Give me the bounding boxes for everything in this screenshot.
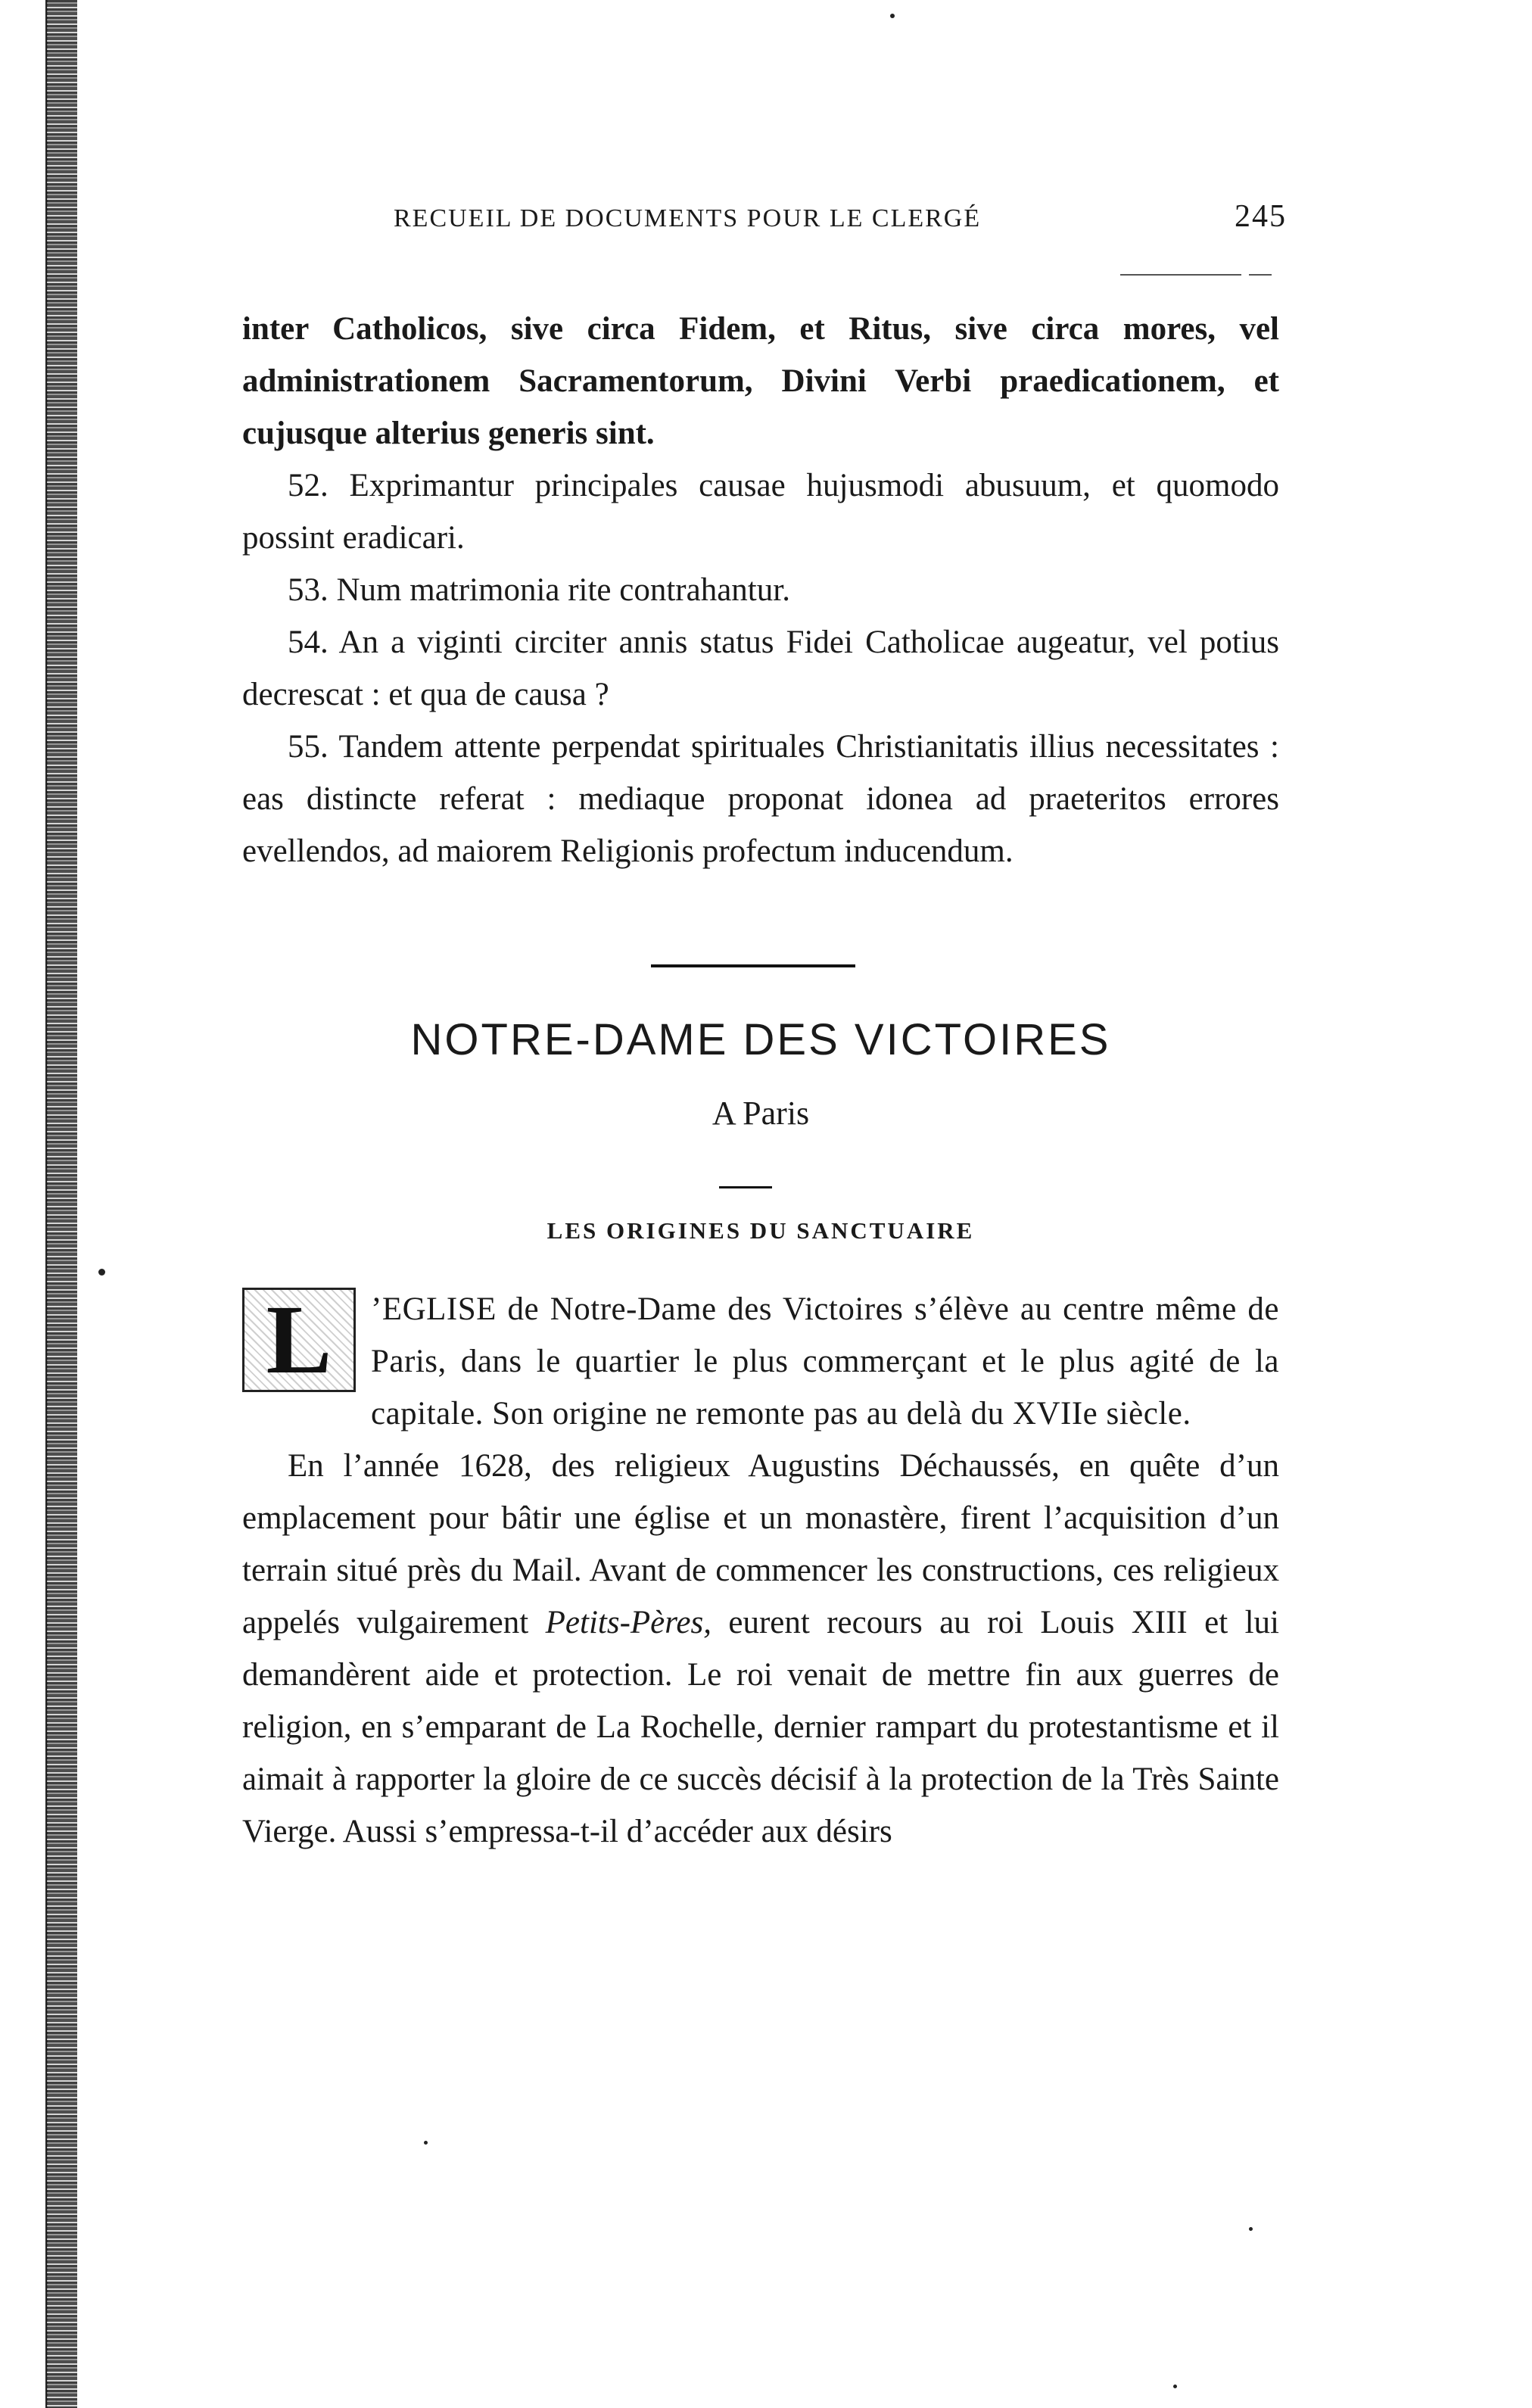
paragraph-54: 54. An a viginti circiter annis status Fidei Catholicae augeatur, vel potius decrescat : et qua de causa ?: [242, 625, 1279, 712]
first-paragraph-text: ’EGLISE de Notre-Dame des Victoires s’élève au centre même de Paris, dans le quartier le plus commerçant et le plus agité de la capitale. Son origine ne remonte pas au delà du XVIIe siècle.: [371, 1291, 1279, 1431]
second-paragraph-italic: Petits-Pères,: [545, 1605, 712, 1640]
binding-edge: [47, 0, 77, 2408]
drop-cap-letter: L: [266, 1285, 332, 1394]
drop-cap: [242, 1285, 356, 1394]
print-speck: [1173, 2385, 1177, 2388]
running-head: [394, 198, 1287, 244]
page-number: 245: [1235, 199, 1287, 234]
print-speck: [1249, 2227, 1253, 2231]
header-rule-tail: [1249, 274, 1272, 276]
running-title: RECUEIL DE DOCUMENTS POUR LE CLERGÉ: [394, 204, 982, 232]
print-speck: [424, 2141, 428, 2145]
paragraph-52: 52. Exprimantur principales causae hujusmodi abusuum, et quomodo possint eradicari.: [242, 468, 1279, 556]
second-paragraph-text-b: eurent recours au roi Louis XIII et lui demandèrent aide et protection. Le roi venait de mettre fin aux guerres de religion, en s’emparant de La Rochelle, dernier rampart du protestantisme et il aimait à rapporter la gloire de ce succès décisif à la protection de la Très Sainte Vierge. Aussi s’empressa-t-il d’accéder aux désirs: [242, 1605, 1279, 1849]
article-second-paragraph: [242, 1440, 1279, 1858]
second-paragraph-text-a: En l’année 1628, des religieux Augustins Déchaussés, en quête d’un emplacement pour bâtir une église et un monastère, firent l’acquisition d’un terrain situé près du Mail. Avant de commencer les constructions, ces religieux appelés vulgairement: [242, 1448, 1279, 1640]
print-speck: [890, 14, 895, 18]
article-title: NOTRE-DAME DES VICTOIRES: [410, 1015, 1111, 1064]
section-heading: LES ORIGINES DU SANCTUAIRE: [546, 1217, 975, 1244]
article-subtitle: A Paris: [712, 1095, 810, 1132]
section-divider: [651, 964, 855, 967]
article-body: [242, 1283, 1279, 1858]
print-speck: [98, 1269, 105, 1276]
paragraph-continuation: inter Catholicos, sive circa Fidem, et Ritus, sive circa mores, vel administrationem Sacramentorum, Divini Verbi praedicationem, et cujusque alterius generis sint.: [242, 311, 1279, 451]
paragraph-53: 53. Num matrimonia rite contrahantur.: [288, 572, 790, 608]
header-rule: [1120, 274, 1241, 276]
article-first-paragraph: [242, 1283, 1279, 1440]
paragraph-55: 55. Tandem attente perpendat spirituales Christianitatis illius necessitates : eas distincte referat : mediaque proponat idonea ad praeteritos errores evellendos, ad maiorem Religionis profectum inducendum.: [242, 729, 1279, 869]
top-text-block: [242, 303, 1279, 877]
subtitle-divider: [719, 1186, 772, 1188]
